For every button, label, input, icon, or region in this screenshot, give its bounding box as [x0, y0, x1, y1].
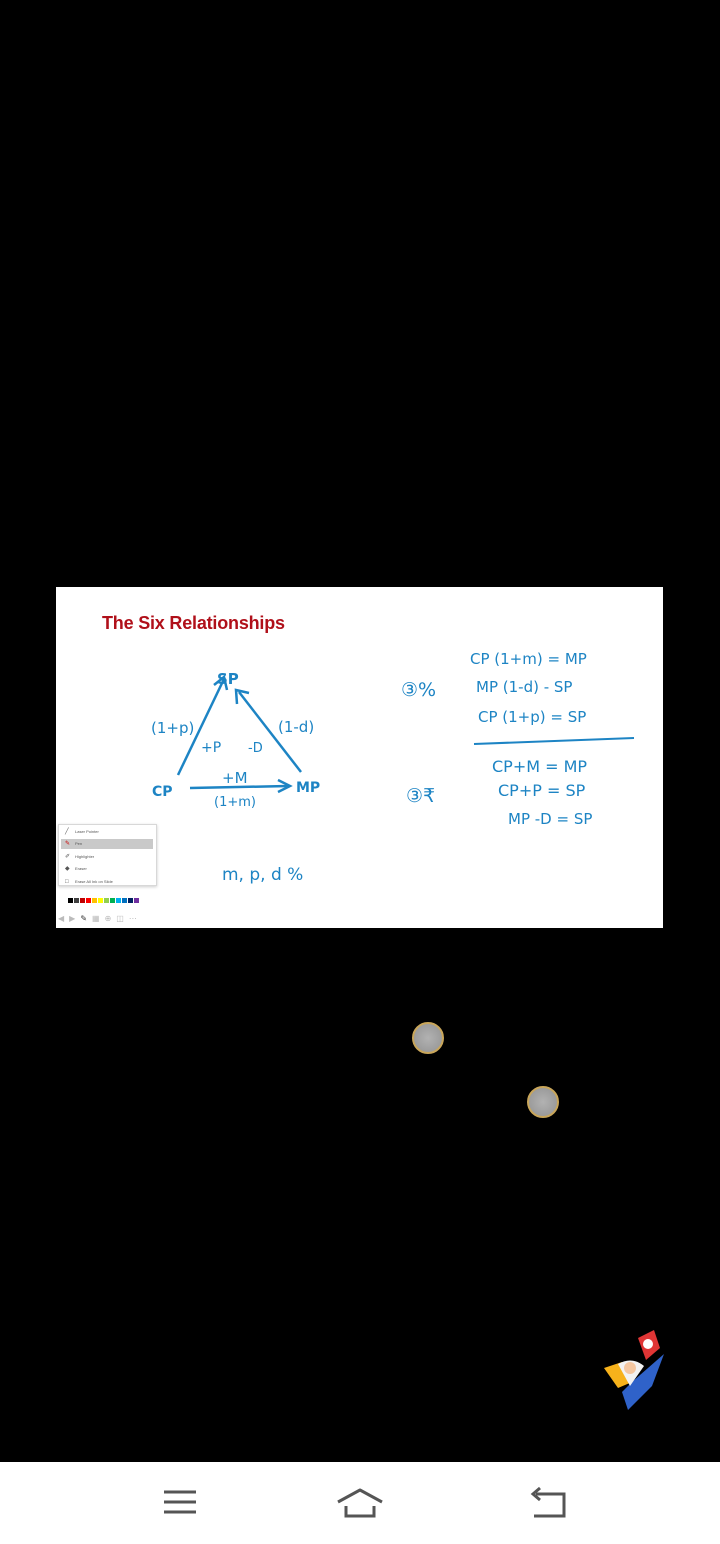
node-sp: SP	[217, 670, 239, 688]
presentation-slide	[56, 587, 663, 928]
percent-marker: ③%	[401, 679, 437, 701]
zoom-icon[interactable]: ⊕	[104, 914, 112, 923]
ink-color-swatch[interactable]	[92, 898, 97, 903]
eraser-icon: ◆	[65, 866, 70, 872]
absolute-marker: ③₹	[406, 785, 436, 807]
left-edge-label: (1+p)	[151, 719, 195, 737]
back-icon[interactable]	[520, 1482, 580, 1522]
node-mp: MP	[296, 780, 321, 796]
menu-icon[interactable]	[150, 1482, 210, 1522]
touch-indicator	[412, 1022, 444, 1054]
left-inner-label: +P	[201, 740, 222, 756]
more-options-icon[interactable]: ⋯	[128, 914, 137, 923]
menu-item-laser-pointer[interactable]: ╱ Laser Pointer	[65, 829, 99, 835]
subtitles-icon[interactable]: ◫	[116, 914, 124, 923]
bottom-edge-label: (1+m)	[214, 795, 256, 810]
right-edge-label: (1-d)	[278, 718, 315, 736]
ink-color-swatch[interactable]	[104, 898, 109, 903]
touch-indicator	[527, 1086, 559, 1118]
abs-eq-3: MP -D = SP	[508, 810, 593, 828]
node-cp: CP	[152, 784, 173, 800]
ink-color-swatch[interactable]	[74, 898, 79, 903]
see-all-slides-icon[interactable]: ▦	[92, 914, 100, 923]
system-navigation-bar	[0, 1462, 720, 1544]
highlighter-icon: ✐	[65, 854, 71, 860]
menu-item-eraser[interactable]: ◆ Eraser	[65, 866, 87, 872]
slideshow-toolbar	[58, 914, 137, 923]
pen-tool-icon[interactable]: ✎	[80, 914, 88, 923]
ink-color-swatches	[68, 898, 139, 903]
pct-eq-2: MP (1-d) - SP	[476, 678, 573, 696]
pen-icon: ✎	[65, 841, 71, 847]
pct-eq-3: CP (1+p) = SP	[478, 708, 587, 726]
menu-item-highlighter[interactable]: ✐ Highlighter	[65, 854, 95, 860]
pct-eq-1: CP (1+m) = MP	[470, 650, 587, 668]
menu-item-pen[interactable]: ✎ Pen	[61, 839, 153, 849]
brand-logo	[602, 1330, 668, 1412]
ink-color-swatch[interactable]	[68, 898, 73, 903]
next-slide-icon[interactable]: ▶	[69, 914, 76, 923]
pen-options-menu	[58, 824, 157, 886]
abs-eq-1: CP+M = MP	[492, 757, 588, 776]
ink-color-swatch[interactable]	[80, 898, 85, 903]
variables-note: m, p, d %	[222, 865, 304, 885]
home-icon[interactable]	[330, 1482, 390, 1522]
right-inner-label: -D	[248, 741, 263, 756]
ink-color-swatch[interactable]	[98, 898, 103, 903]
abs-eq-2: CP+P = SP	[498, 781, 586, 800]
laser-pointer-icon: ╱	[65, 829, 69, 835]
ink-color-swatch[interactable]	[116, 898, 121, 903]
slide-title: The Six Relationships	[102, 613, 285, 633]
ink-color-swatch[interactable]	[86, 898, 91, 903]
bottom-inner-label: +M	[222, 769, 248, 787]
menu-item-erase-all[interactable]: □ Erase All Ink on Slide	[65, 879, 113, 885]
ink-color-swatch[interactable]	[134, 898, 139, 903]
divider-line	[474, 738, 634, 744]
prev-slide-icon[interactable]: ◀	[58, 914, 65, 923]
ink-color-swatch[interactable]	[128, 898, 133, 903]
ink-color-swatch[interactable]	[110, 898, 115, 903]
erase-all-icon: □	[65, 879, 69, 885]
ink-color-swatch[interactable]	[122, 898, 127, 903]
